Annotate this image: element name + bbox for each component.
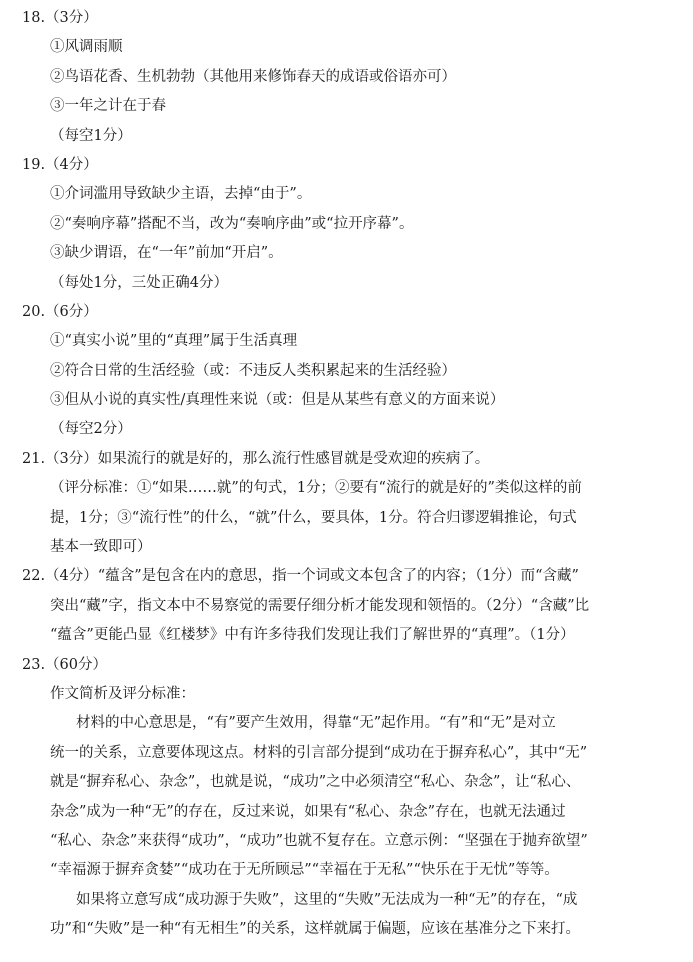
question-heading: 21.（3分）如果流行的就是好的，那么流行性感冒就是受欢迎的疾病了。: [22, 450, 490, 467]
answer-line: ②“奏响序幕”搭配不当，改为“奏响序曲”或“拉开序幕”。: [50, 215, 414, 232]
answer-line: （每处1分，三处正确4分）: [50, 274, 228, 291]
question-heading: 22.（4分）“蕴含”是包含在内的意思，指一个词或文本包含了的内容；（1分）而“含藏”: [22, 568, 579, 585]
question-heading: 19.（4分）: [22, 156, 98, 173]
answer-line: 就是“摒弃私心、杂念”，也就是说，“成功”之中必须清空“私心、杂念”，让“私心、: [50, 774, 581, 791]
answer-line: ③但从小说的真实性/真理性来说（或：但是从某些有意义的方面来说）: [50, 392, 505, 409]
answer-line: 作文简析及评分标准：: [50, 685, 195, 702]
answer-line: （每空2分）: [50, 421, 132, 438]
answer-line: 杂念”成为一种“无”的存在，反过来说，如果有“私心、杂念”存在，也就无法通过: [50, 803, 566, 820]
answer-line: ③一年之计在于春: [50, 98, 166, 115]
answer-line: ②符合日常的生活经验（或：不违反人类积累起来的生活经验）: [50, 362, 456, 379]
answer-line: ①介词滥用导致缺少主语，去掉“由于”。: [50, 186, 312, 203]
answer-line: 功”和“失败”是一种“有无相生”的关系，这样就属于偏题，应该在基准分之下来打。: [50, 921, 581, 938]
answer-line: 材料的中心意思是，“有”要产生效用，得靠“无”起作用。“有”和“无”是对立: [76, 715, 556, 732]
question-heading: 20.（6分）: [22, 303, 98, 320]
question-heading: 18.（3分）: [22, 10, 98, 26]
answer-line: （每空1分）: [50, 127, 132, 144]
answer-line: 基本一致即可）: [50, 539, 152, 556]
answer-line: “私心、杂念”来获得“成功”，“成功”也就不复存在。立意示例：“坚强在于抛弃欲望”: [50, 832, 588, 849]
answer-line: 提，1分；③“流行性”的什么，“就”什么，要具体，1分。符合归谬逻辑推论，句式: [50, 509, 577, 526]
answer-line: 统一的关系，立意要体现这点。材料的引言部分提到“成功在于摒弃私心”，其中“无”: [50, 744, 588, 761]
answer-line: ①“真实小说”里的“真理”属于生活真理: [50, 333, 298, 350]
answer-line: “幸福源于摒弃贪婪”“成功在于无所顾忌”“幸福在于无私”“快乐在于无忧”等等。: [50, 862, 559, 879]
answer-line: “蕴含”更能凸显《红楼梦》中有许多待我们发现让我们了解世界的“真理”。（1分）: [50, 627, 575, 644]
answer-line: 如果将立意写成“成功源于失败”，这里的“失败”无法成为一种“无”的存在，“成: [76, 891, 578, 908]
answer-line: 突出“藏”字，指文本中不易察觉的需要仔细分析才能发现和领悟的。（2分）“含藏”比: [50, 597, 590, 614]
answer-line: ②鸟语花香、生机勃勃（其他用来修饰春天的成语或俗语亦可）: [50, 68, 456, 85]
answer-line: ③缺少谓语，在“一年”前加“开启”。: [50, 245, 283, 262]
answer-line: ①风调雨顺: [50, 39, 123, 56]
answer-line: （评分标准：①“如果……就”的句式，1分；②要有“流行的就是好的”类似这样的前: [50, 480, 582, 497]
question-heading: 23.（60分）: [22, 656, 108, 673]
